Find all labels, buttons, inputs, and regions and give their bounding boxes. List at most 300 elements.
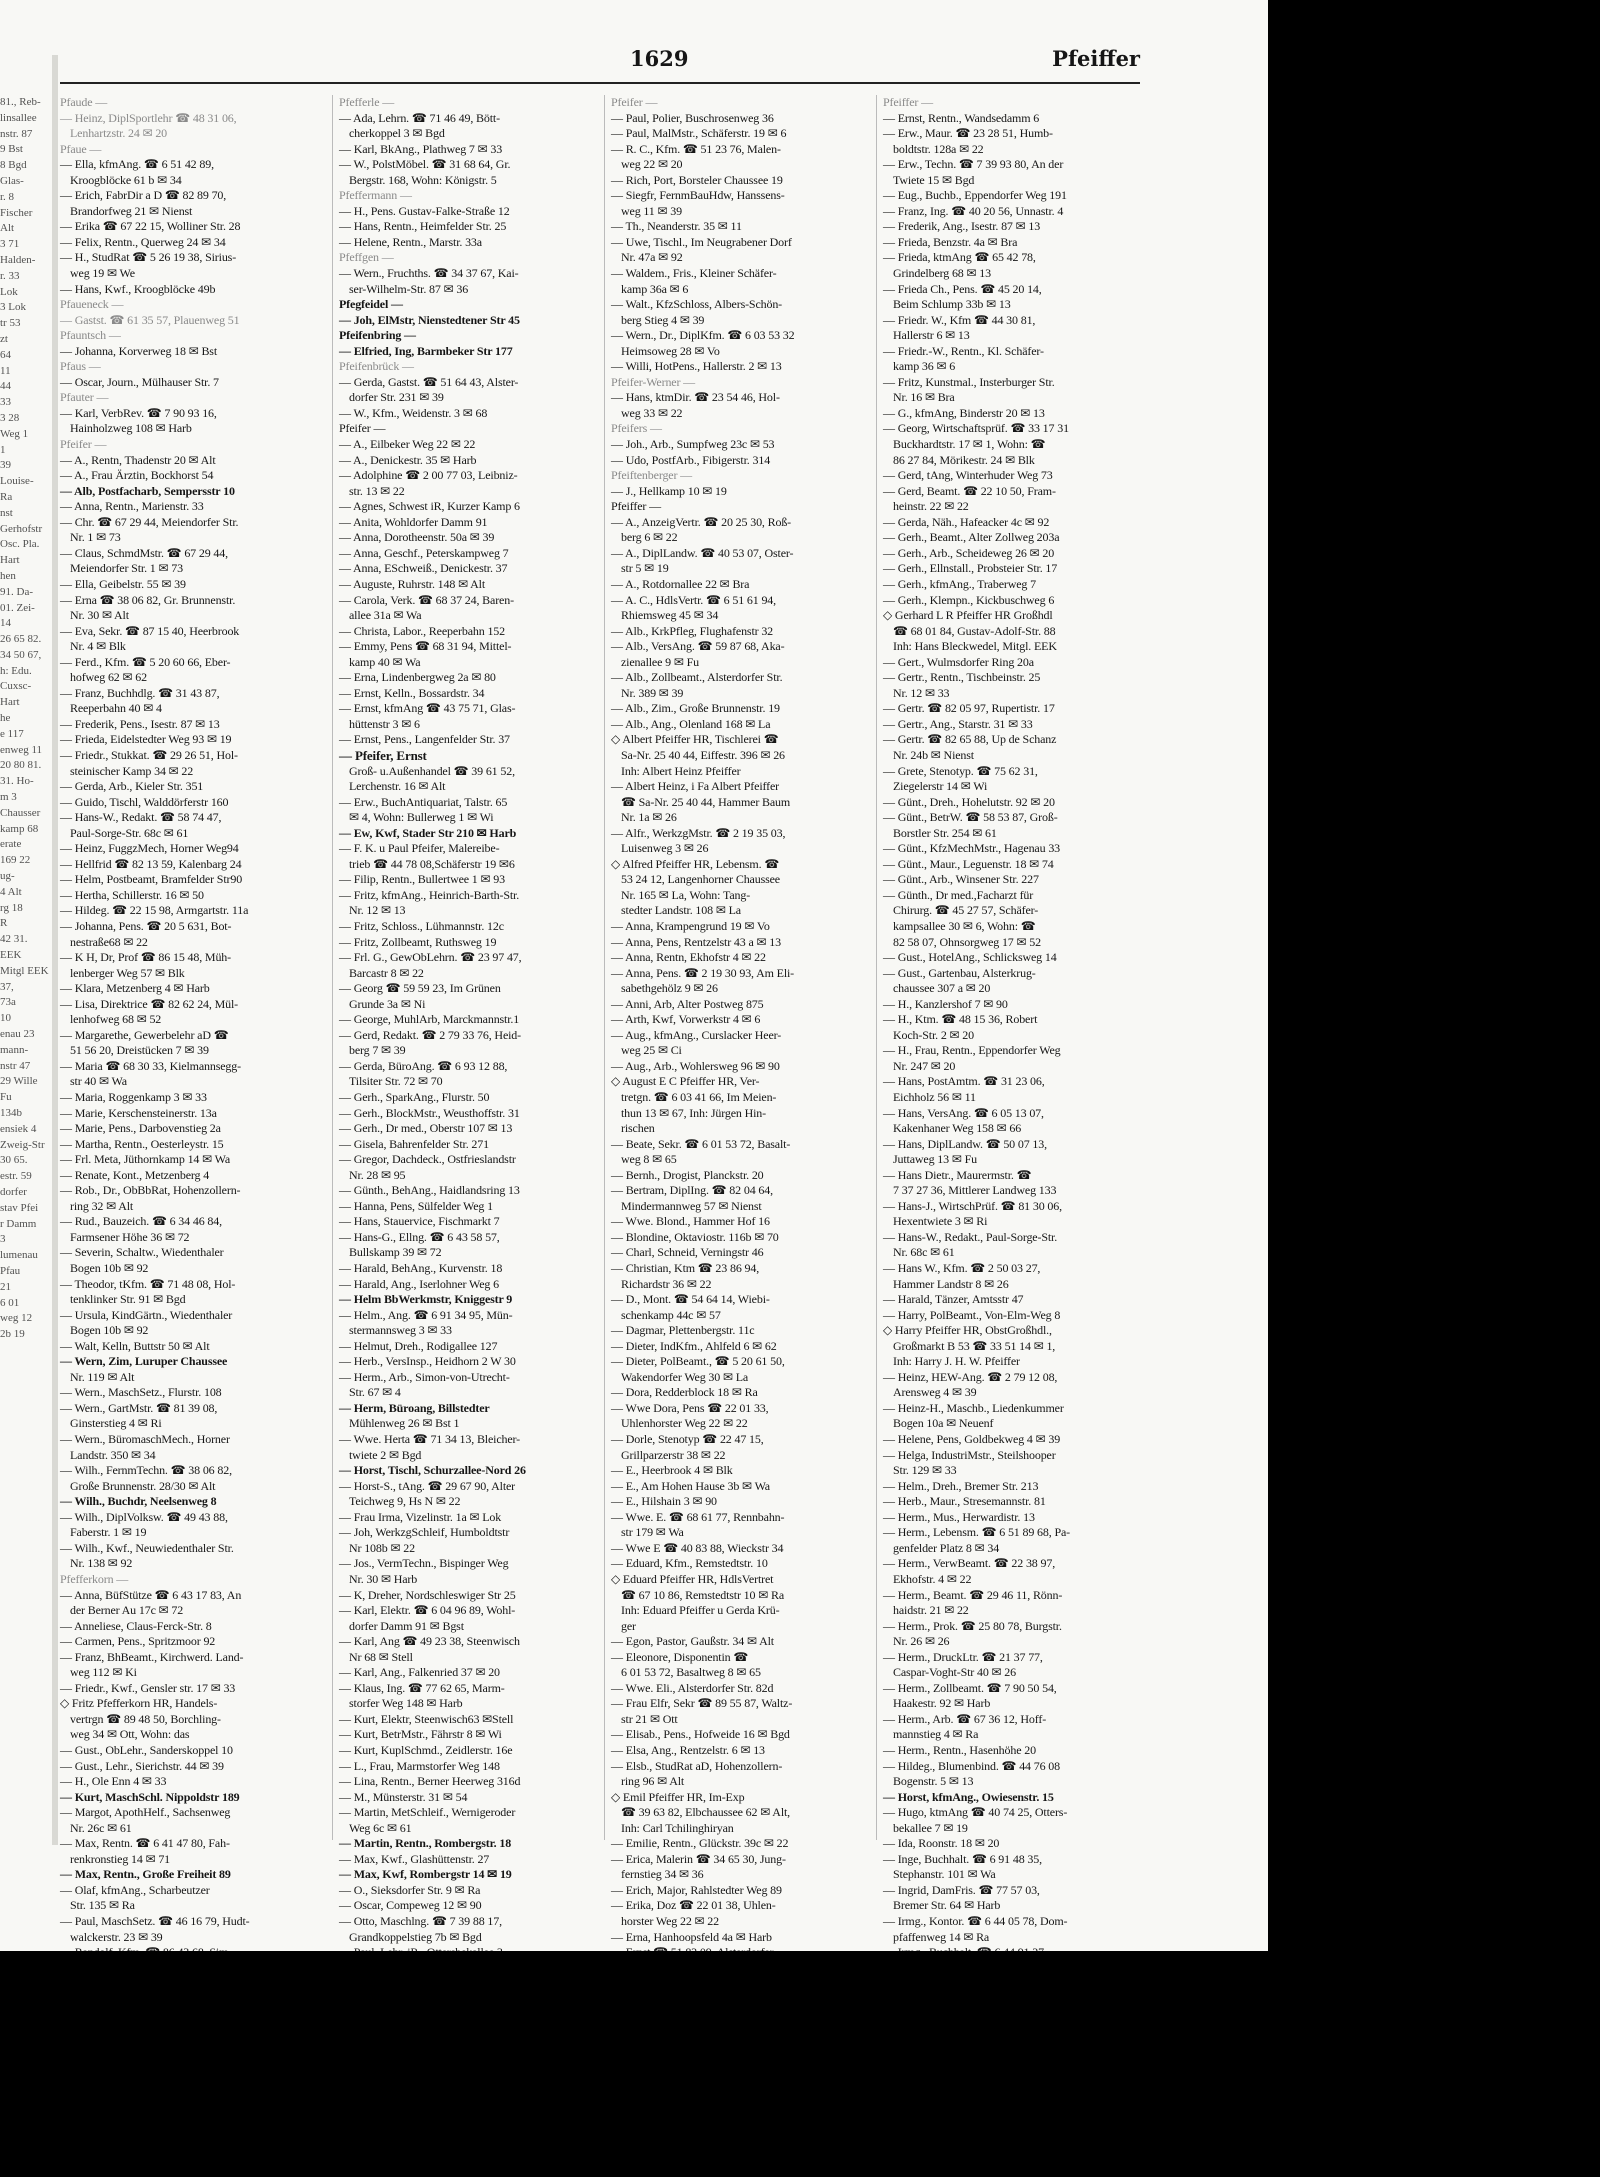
directory-entry-line: — Filip, Rentn., Bullertwee 1 ✉ 93 (339, 872, 505, 887)
directory-entry-line: — Ada, Lehrn. ☎ 71 46 49, Bött- (339, 110, 500, 125)
directory-entry-line: ring 96 ✉ Alt (621, 1774, 685, 1789)
directory-entry-line: — Helm, Postbeamt, Bramfelder Str90 (60, 872, 243, 887)
directory-entry-line: — Marie, Kerschensteinerstr. 13a (60, 1105, 217, 1120)
directory-entry-line: ◇ Fritz Pfefferkorn HR, Handels- (60, 1696, 218, 1711)
directory-entry-line: Nr. 68c ✉ 61 (893, 1245, 955, 1260)
directory-entry-line: Hammer Landstr 8 ✉ 26 (893, 1276, 1009, 1291)
directory-entry-line: Meiendorfer Str. 1 ✉ 73 (70, 561, 183, 576)
directory-entry-line: — Erw., Techn. ☎ 7 39 93 80, An der (883, 157, 1064, 172)
directory-entry-line: — Severin, Schaltw., Wiedenthaler (60, 1245, 224, 1260)
directory-entry-line: berg Stieg 4 ✉ 39 (621, 312, 705, 327)
directory-entry-line: — H., Frau, Rentn., Eppendorfer Weg (883, 1043, 1061, 1058)
directory-entry-line: — Franz, Ing. ☎ 40 20 56, Unnastr. 4 (883, 203, 1064, 218)
directory-entry-line: Pfaude — (60, 95, 108, 109)
directory-entry-line: Inh: Carl Tchilinghiryan (621, 1820, 734, 1835)
directory-entry-line: rischen (621, 1121, 655, 1136)
directory-entry-line: horster Weg 22 ✉ 22 (621, 1913, 720, 1928)
directory-entry-line: Ekhofstr. 4 ✉ 22 (893, 1571, 972, 1586)
directory-entry-line: — Gust., HotelAng., Schlicksweg 14 (883, 950, 1057, 965)
directory-entry-line: — Kurt, BetrMstr., Fährstr 8 ✉ Wi (339, 1727, 502, 1742)
directory-entry-line: — Joh, WerkzgSchleif, Humboldtstr (339, 1525, 510, 1540)
directory-entry-line: 7 37 27 36, Mittlerer Landweg 133 (893, 1183, 1057, 1198)
directory-entry-line: Grunde 3a ✉ Ni (349, 996, 426, 1011)
directory-entry-line: — Hans, ktmDir. ☎ 23 54 46, Hol- (611, 390, 780, 405)
directory-entry-line: — Erika, Doz ☎ 22 01 38, Uhlen- (611, 1898, 776, 1913)
directory-entry-line: — Oscar, Journ., Mülhauser Str. 7 (60, 374, 219, 389)
directory-entry-line: Grillparzerstr 38 ✉ 22 (621, 1447, 726, 1462)
directory-entry-line: — Gerd, Beamt. ☎ 22 10 50, Fram- (883, 483, 1056, 498)
directory-entry-line: — Otto, Maschlng. ☎ 7 39 88 17, (339, 1913, 502, 1928)
directory-entry-line: — Heinz, HEW-Ang. ☎ 2 79 12 08, (883, 1369, 1058, 1384)
prev-page-fragment: Osc. Pla. (0, 538, 40, 551)
directory-entry-line: Nr. 24b ✉ Nienst (893, 747, 974, 762)
directory-entry-line: Chirurg. ☎ 45 27 57, Schäfer- (893, 903, 1039, 918)
directory-entry-line: — Beate, Sekr. ☎ 6 01 53 72, Basalt- (611, 1136, 791, 1151)
directory-entry-line: Richardstr 36 ✉ 22 (621, 1276, 712, 1291)
directory-entry-line: ◇ Albert Pfeiffer HR, Tischlerei ☎ (611, 732, 779, 747)
directory-entry-line: — Arth, Kwf, Vorwerkstr 4 ✉ 6 (611, 1012, 761, 1027)
column-1 (60, 95, 323, 1944)
prev-page-fragment: Gerhofstr (0, 522, 43, 535)
prev-page-fragment: 30 65. (0, 1154, 28, 1167)
directory-entry-line: ◇ August E C Pfeiffer HR, Ver- (611, 1074, 760, 1089)
directory-entry-line: — Hildeg. ☎ 22 15 98, Armgartstr. 11a (60, 903, 249, 918)
directory-entry-line: — M., Münsterstr. 31 ✉ 54 (339, 1789, 468, 1804)
directory-entry-line: — Gust., Gartenbau, Alsterkrug- (883, 965, 1036, 980)
directory-entry-line: — Herm., Arb. ☎ 67 36 12, Hoff- (883, 1711, 1047, 1726)
directory-entry-line: — Dagmar, Plettenbergstr. 11c (611, 1323, 755, 1338)
directory-entry-line: — Erna, Lindenbergweg 2a ✉ 80 (339, 670, 496, 685)
prev-page-fragment: 33 (0, 396, 11, 409)
directory-entry-line: ger (621, 1618, 636, 1633)
directory-entry-line: Mindermannweg 57 ✉ Nienst (621, 1198, 762, 1213)
prev-page-fragment: ug- (0, 870, 15, 883)
directory-entry-line: ☎ 67 10 86, Remstedtstr 10 ✉ Ra (621, 1587, 785, 1602)
directory-entry-line: ☎ Sa-Nr. 25 40 44, Hammer Baum (621, 794, 791, 809)
prev-page-fragment: erate (0, 838, 22, 851)
directory-entry-line: Inh: Albert Heinz Pfeiffer (621, 763, 741, 778)
directory-entry-line: — Siegfr, FernmBauHdw, Hanssens- (611, 188, 785, 203)
prev-page-fragment: r. 33 (0, 269, 20, 282)
directory-entry-line: — Uwe, Tischl., Im Neugrabener Dorf (611, 234, 792, 249)
directory-entry-line: — Wern., GartMstr. ☎ 81 39 08, (60, 1400, 218, 1415)
directory-entry-line: — Frl. G., GewObLehrn. ☎ 23 97 47, (339, 950, 522, 965)
directory-entry-line: lenhofweg 68 ✉ 52 (70, 1012, 162, 1027)
prev-page-fragment: 1 (0, 443, 6, 456)
directory-entry-line: — H., Ole Enn 4 ✉ 33 (60, 1774, 167, 1789)
directory-entry-line: — Gerd, tAng, Winterhuder Weg 73 (883, 468, 1053, 483)
directory-entry-line: — Christian, Ktm ☎ 23 86 94, (611, 1261, 760, 1276)
directory-entry-line: — Franz, BhBeamt., Kirchwerd. Land- (60, 1649, 244, 1664)
directory-entry-line: Grindelberg 68 ✉ 13 (893, 266, 991, 281)
directory-entry-line: — Marie, Pens., Darbovenstieg 2a (60, 1121, 221, 1136)
directory-entry-line: — Günth., Dr med.,Facharzt für (883, 887, 1034, 902)
prev-page-fragment: Halden- (0, 253, 36, 266)
directory-entry-line: — Kurt, KuplSchmd., Zeidlerstr. 16e (339, 1742, 513, 1757)
directory-entry-line: — Fritz, kfmAng., Heinrich-Barth-Str. (339, 887, 520, 902)
directory-entry-line: stermannsweg 3 ✉ 33 (349, 1323, 452, 1338)
directory-entry-line: — Erich, FabrDir a D ☎ 82 89 70, (60, 188, 227, 203)
directory-entry-line: — Hildeg., Blumenbind. ☎ 44 76 08 (883, 1758, 1060, 1773)
directory-entry-line: — Chr. ☎ 67 29 44, Meiendorfer Str. (60, 514, 239, 529)
directory-entry-line: — Herb., Maur., Stresemannstr. 81 (883, 1494, 1046, 1509)
directory-entry-line: Pfeiffer — (883, 95, 933, 109)
directory-entry-line: Barcastr 8 ✉ 22 (349, 965, 424, 980)
directory-entry-line: Bremer Str. 64 ✉ Harb (893, 1898, 1001, 1913)
directory-entry-line: Pfeifers — (611, 421, 662, 436)
directory-entry-line: Pfefferkorn — (60, 1571, 129, 1586)
directory-entry-line: — Günt., Dreh., Hohelutstr. 92 ✉ 20 (883, 794, 1055, 809)
directory-entry-line: — Anita, Wohldorfer Damm 91 (339, 514, 488, 529)
directory-entry-line: Stephanstr. 101 ✉ Wa (893, 1867, 996, 1882)
directory-entry-line: — Wilh., Kwf., Neuwiedenthaler Str. (60, 1540, 234, 1555)
directory-entry-line: Reeperbahn 40 ✉ 4 (70, 701, 162, 716)
directory-entry-line: Koch-Str. 2 ✉ 20 (893, 1027, 974, 1042)
previous-page-edge (0, 95, 52, 1825)
directory-entry-line: — Friedr., Stukkat. ☎ 29 26 51, Hol- (60, 747, 238, 762)
directory-entry-line: — A., Eilbeker Weg 22 ✉ 22 (339, 437, 476, 452)
directory-entry-line: Str. 67 ✉ 4 (349, 1385, 401, 1400)
directory-entry-line: Pfaueneck — (60, 297, 124, 312)
directory-entry-line: — Wern., MaschSetz., Flurstr. 108 (60, 1385, 222, 1400)
scan-border-bottom (0, 1951, 1600, 2177)
directory-entry-line: pfaffenweg 14 ✉ Ra (893, 1929, 990, 1944)
directory-entry-line: Nr. 47a ✉ 92 (621, 250, 683, 265)
directory-entry-line: — A., Rotdornallee 22 ✉ Bra (611, 576, 750, 591)
directory-entry-line: weg 22 ✉ 20 (621, 157, 683, 172)
prev-page-fragment: Pfau (0, 1264, 21, 1277)
directory-entry-line: twiete 2 ✉ Bgd (349, 1447, 422, 1462)
directory-entry-line: — Herm., Arb., Simon-von-Utrecht- (339, 1369, 510, 1384)
directory-entry-line: — Charl, Schneid, Verningstr 46 (611, 1245, 764, 1260)
directory-entry-line: weg 112 ✉ Ki (70, 1665, 137, 1680)
directory-entry-line: — Heinz, DiplSportlehr ☎ 48 31 06, (60, 110, 237, 125)
directory-entry-line: — Frederik, Ang., Isestr. 87 ✉ 13 (883, 219, 1041, 234)
directory-entry-line: Bogen 10b ✉ 92 (70, 1323, 149, 1338)
directory-entry-line: Kakenhaner Weg 158 ✉ 66 (893, 1121, 1022, 1136)
directory-entry-line: 51 56 20, Dreistücken 7 ✉ 39 (70, 1043, 209, 1058)
directory-entry-line: — Margarethe, Gewerbelehr aD ☎ (60, 1027, 229, 1042)
directory-entry-line: — Erich, Major, Rahlstedter Weg 89 (611, 1882, 782, 1897)
directory-entry-line: — Karl, Ang., Falkenried 37 ✉ 20 (339, 1665, 500, 1680)
directory-entry-line: — Claus, SchmdMstr. ☎ 67 29 44, (60, 545, 228, 560)
directory-entry-line: — Ferd., Kfm. ☎ 5 20 60 66, Eber- (60, 654, 231, 669)
prev-page-fragment: linsallee (0, 111, 37, 124)
directory-entry-line: — Gastst. ☎ 61 35 57, Plauenweg 51 (60, 312, 240, 327)
prev-page-fragment: 3 28 (0, 411, 20, 424)
directory-entry-line: — Wilh., DiplVolksw. ☎ 49 43 88, (60, 1509, 228, 1524)
directory-entry-line: str 40 ✉ Wa (70, 1074, 127, 1089)
directory-entry-line: — A., Frau Ärztin, Bockhorst 54 (60, 468, 214, 483)
directory-entry-line: Kroogblöcke 61 b ✉ 34 (70, 172, 182, 187)
directory-entry-line: — W., Kfm., Weidenstr. 3 ✉ 68 (339, 405, 488, 420)
directory-entry-line: — Dieter, IndKfm., Ahlfeld 6 ✉ 62 (611, 1338, 777, 1353)
directory-entry-line: schenkamp 44c ✉ 57 (621, 1307, 721, 1322)
running-head: Pfeiffer (1052, 46, 1140, 71)
directory-entry-line: — Aug., kfmAng., Curslacker Heer- (611, 1027, 782, 1042)
prev-page-fragment: 64 (0, 348, 11, 361)
directory-entry-line: — Helene, Pens, Goldbekweg 4 ✉ 39 (883, 1432, 1061, 1447)
directory-entry-line: — Frieda, Eidelstedter Weg 93 ✉ 19 (60, 732, 232, 747)
directory-entry-line: Pfauter — (60, 390, 109, 405)
directory-entry-line: Bogen 10b ✉ 92 (70, 1261, 149, 1276)
directory-entry-line: weg 11 ✉ 39 (621, 203, 682, 218)
directory-entry-line: Juttaweg 13 ✉ Fu (893, 1152, 977, 1167)
directory-entry-line: — Wern., Fruchths. ☎ 34 37 67, Kai- (339, 266, 519, 281)
column-4 (876, 95, 1146, 1944)
directory-entry-line: renkronstieg 14 ✉ 71 (70, 1851, 171, 1866)
directory-entry-line: Pfeffgen — (339, 250, 394, 265)
directory-entry-line: 6 01 53 72, Basaltweg 8 ✉ 65 (621, 1665, 761, 1680)
directory-entry-line: tretgn. ☎ 6 03 41 66, Im Meien- (621, 1090, 777, 1104)
directory-entry-line: — Martin, Rentn., Rombergstr. 18 (339, 1836, 512, 1851)
prev-page-fragment: Hart (0, 696, 20, 709)
header-rule (60, 82, 1140, 84)
directory-entry-line: Weg 6c ✉ 61 (349, 1820, 412, 1835)
directory-entry-line: — Gerd, Redakt. ☎ 2 79 33 76, Heid- (339, 1027, 521, 1042)
prev-page-fragment: nstr 47 (0, 1059, 31, 1072)
directory-entry-line: Nr. 119 ✉ Alt (70, 1369, 135, 1384)
directory-entry-line: hofweg 62 ✉ 62 (70, 670, 147, 685)
directory-entry-line: — Ingrid, DamFris. ☎ 77 57 03, (883, 1882, 1040, 1897)
prev-page-fragment: 31. Ho- (0, 775, 34, 788)
directory-entry-line: — Ella, Geibelstr. 55 ✉ 39 (60, 576, 186, 591)
directory-entry-line: Lenhartzstr. 24 ✉ 20 (70, 126, 168, 141)
prev-page-fragment: enau 23 (0, 1028, 35, 1041)
directory-entry-line: — Alb., Zim., Große Brunnenstr. 19 (611, 701, 780, 716)
directory-entry-line: Uhlenhorster Weg 22 ✉ 22 (621, 1416, 748, 1431)
directory-entry-line: — Wwe. Herta ☎ 71 34 13, Bleicher- (339, 1432, 520, 1447)
directory-entry-line: Haakestr. 92 ✉ Harb (893, 1696, 991, 1711)
directory-entry-line: — H., Kanzlershof 7 ✉ 90 (883, 996, 1008, 1011)
directory-entry-line: Farmsener Höhe 36 ✉ 72 (70, 1229, 190, 1244)
directory-entry-line: Twiete 15 ✉ Bgd (893, 172, 975, 187)
directory-entry-line: — Helga, IndustriMstr., Steilshooper (883, 1447, 1056, 1462)
prev-page-fragment: he (0, 712, 11, 725)
directory-entry-line: — Günt., Arb., Winsener Str. 227 (883, 872, 1039, 887)
directory-entry-line: — Frieda, ktmAng ☎ 65 42 78, (883, 250, 1036, 265)
directory-entry-line: Inh: Eduard Pfeiffer u Gerda Krü- (621, 1603, 780, 1618)
directory-entry-line: — Elfried, Ing, Barmbeker Str 177 (339, 343, 513, 358)
directory-entry-line: — Hans, Kwf., Kroogblöcke 49b (60, 281, 216, 296)
directory-entry-line: — Herm., Zollbeamt. ☎ 7 90 50 54, (883, 1680, 1057, 1695)
directory-entry-line: Nr. 4 ✉ Blk (70, 639, 126, 654)
directory-entry-line: — Walt, Kelln, Buttstr 50 ✉ Alt (60, 1338, 210, 1353)
prev-page-fragment: nst (0, 506, 13, 519)
prev-page-fragment: 01. Zei- (0, 601, 35, 614)
directory-entry-line: — Hans, VersAng. ☎ 6 05 13 07, (883, 1105, 1044, 1120)
directory-entry-line: — Helm., Ang. ☎ 6 91 34 95, Mün- (339, 1307, 513, 1322)
directory-entry-line: — Adolphine ☎ 2 00 77 03, Leibniz- (339, 468, 518, 483)
directory-entry-line: Caspar-Voght-Str 40 ✉ 26 (893, 1665, 1016, 1680)
directory-entry-line: — Friedr., Kwf., Gensler str. 17 ✉ 33 (60, 1680, 236, 1695)
directory-entry-line: Inh: Harry J. H. W. Pfeiffer (893, 1354, 1020, 1369)
directory-entry-line: genfelder Platz 8 ✉ 34 (893, 1540, 1000, 1555)
directory-entry-line: weg 33 ✉ 22 (621, 405, 683, 420)
directory-entry-line: — Theodor, tKfm. ☎ 71 48 08, Hol- (60, 1276, 236, 1291)
directory-entry-line: Groß- u.Außenhandel ☎ 39 61 52, (349, 763, 515, 778)
directory-entry-line: Ginsterstieg 4 ✉ Ri (70, 1416, 162, 1431)
directory-entry-line: ◇ Eduard Pfeiffer HR, HdlsVertret (611, 1571, 774, 1586)
directory-entry-line: — D., Mont. ☎ 54 64 14, Wiebi- (611, 1292, 770, 1307)
prev-page-fragment: 81., Reb- (0, 96, 41, 108)
directory-entry-line: Paul-Sorge-Str. 68c ✉ 61 (70, 825, 189, 840)
directory-entry-line: hüttenstr 3 ✉ 6 (349, 716, 420, 731)
directory-entry-line: ring 32 ✉ Alt (70, 1198, 134, 1213)
prev-page-fragment: Chausser (0, 806, 41, 819)
directory-entry-line: — Martha, Rentn., Oesterleystr. 15 (60, 1136, 224, 1151)
directory-entry-line: Eichholz 56 ✉ 11 (893, 1090, 976, 1104)
directory-entry-line: Nr. 26 ✉ 26 (893, 1634, 950, 1649)
directory-entry-line: — Hans, Rentn., Heimfelder Str. 25 (339, 219, 507, 234)
directory-entry-line: — Albert Heinz, i Fa Albert Pfeiffer (611, 779, 780, 794)
directory-entry-line: — Auguste, Ruhrstr. 148 ✉ Alt (339, 576, 486, 591)
directory-entry-line: — Frau Elfr, Sekr ☎ 89 55 87, Waltz- (611, 1696, 793, 1711)
directory-entry-line: 53 24 12, Langenhorner Chaussee (621, 872, 780, 887)
directory-entry-line: — Elsb., StudRat aD, Hohenzollern- (611, 1758, 783, 1773)
directory-entry-line: — Emmy, Pens ☎ 68 31 94, Mittel- (339, 639, 512, 654)
directory-entry-line: steinischer Kamp 34 ✉ 22 (70, 763, 194, 778)
directory-entry-line: Str. 129 ✉ 33 (893, 1463, 957, 1478)
prev-page-fragment: mann- (0, 1043, 29, 1056)
directory-entry-line: Nr. 12 ✉ 13 (349, 903, 406, 918)
directory-entry-line: — Günt., KfzMechMstr., Hagenau 33 (883, 841, 1061, 856)
directory-entry-line: Hainholzweg 108 ✉ Harb (70, 421, 192, 436)
directory-entry-line: — Gregor, Dachdeck., Ostfrieslandstr (339, 1152, 516, 1167)
directory-entry-line: — Joh., Arb., Sumpfweg 23c ✉ 53 (611, 437, 775, 452)
directory-entry-line: — Herm., Prok. ☎ 25 80 78, Burgstr. (883, 1618, 1062, 1633)
prev-page-fragment: hen (0, 569, 16, 582)
directory-entry-line: — Lina, Rentn., Berner Heerweg 316d (339, 1774, 521, 1789)
directory-entry-line: — Herm., Beamt. ☎ 29 46 11, Rönn- (883, 1587, 1063, 1602)
directory-entry-line: — Frederik, Pens., Isestr. 87 ✉ 13 (60, 716, 220, 731)
directory-entry-line: — Gertr., Rentn., Tischbeinstr. 25 (883, 670, 1041, 685)
prev-page-fragment: 6 01 (0, 1296, 20, 1309)
directory-entry-line: — Dieter, PolBeamt., ☎ 5 20 61 50, (611, 1354, 785, 1369)
directory-entry-line: — Alfr., WerkzgMstr. ☎ 2 19 35 03, (611, 825, 786, 840)
prev-page-fragment: Cuxsc- (0, 680, 32, 693)
directory-entry-line: — Horst, Tischl, Schurzallee-Nord 26 (339, 1463, 526, 1478)
directory-entry-line: boldtstr. 128a ✉ 22 (893, 141, 984, 156)
directory-entry-line: — Helm BbWerkmstr, Kniggestr 9 (339, 1292, 513, 1307)
prev-page-fragment: 3 (0, 1233, 6, 1246)
directory-entry-line: — Gert., Wulmsdorfer Ring 20a (883, 654, 1034, 669)
directory-entry-line: Pfeiftenberger — (611, 468, 693, 483)
directory-entry-line: Brandorfweg 21 ✉ Nienst (70, 203, 193, 218)
directory-entry-line: Teichweg 9, Hs N ✉ 22 (349, 1494, 461, 1509)
directory-entry-line: ☎ 39 63 82, Elbchaussee 62 ✉ Alt, (621, 1805, 791, 1820)
directory-entry-line: Nr. 247 ✉ 20 (893, 1058, 956, 1073)
directory-entry-line: — Aug., Arb., Wohlersweg 96 ✉ 90 (611, 1058, 780, 1073)
prev-page-fragment: 37, (0, 980, 14, 993)
directory-entry-line: chaussee 307 a ✉ 20 (893, 981, 991, 996)
directory-entry-line: ◇ Alfred Pfeiffer HR, Lebensm. ☎ (611, 856, 780, 871)
directory-entry-line: — Rud., Bauzeich. ☎ 6 34 46 84, (60, 1214, 222, 1229)
directory-entry-line: — Erw., BuchAntiquariat, Talstr. 65 (339, 794, 508, 809)
directory-entry-line: allee 31a ✉ Wa (349, 608, 422, 623)
directory-entry-line: — E., Hilshain 3 ✉ 90 (611, 1494, 717, 1509)
directory-entry-line: Pfeifer-Werner — (611, 374, 696, 389)
directory-entry-line: Rhiemsweg 45 ✉ 34 (621, 608, 719, 623)
directory-entry-line: — Gisela, Bahrenfelder Str. 271 (339, 1136, 489, 1151)
directory-entry-line: — Martin, MetSchleif., Wernigeroder (339, 1805, 516, 1820)
directory-entry-line: — Wwe. E. ☎ 68 61 77, Rennbahn- (611, 1509, 785, 1524)
directory-entry-line: — Erw., Maur. ☎ 23 28 51, Humb- (883, 126, 1053, 141)
directory-entry-line: — Frl. Meta, Jüthornkamp 14 ✉ Wa (60, 1152, 231, 1167)
directory-entry-line: — Hanna, Pens, Sülfelder Weg 1 (339, 1198, 493, 1213)
directory-entry-line: — Hans-W., Redakt. ☎ 58 74 47, (60, 810, 222, 825)
directory-entry-line: — A., DiplLandw. ☎ 40 53 07, Oster- (611, 545, 794, 560)
directory-entry-line: — Anna, BüfStütze ☎ 6 43 17 83, An (60, 1587, 242, 1602)
directory-entry-line: — K, Dreher, Nordschleswiger Str 25 (339, 1587, 516, 1602)
directory-entry-line: — Klaus, Ing. ☎ 77 62 65, Marm- (339, 1680, 505, 1695)
directory-entry-line: — Herb., VersInsp., Heidhorn 2 W 30 (339, 1354, 516, 1369)
directory-entry-line: sabethgehölz 9 ✉ 26 (621, 981, 718, 996)
directory-entry-line: — Anna, Pens. ☎ 2 19 30 93, Am Eli- (611, 965, 795, 980)
directory-entry-line: — G., kfmAng, Binderstr 20 ✉ 13 (883, 405, 1045, 420)
prev-page-fragment: tr 53 (0, 317, 21, 330)
prev-page-fragment: h: Edu. (0, 664, 32, 677)
directory-entry-line: — Günt., Maur., Leguenstr. 18 ✉ 74 (883, 856, 1054, 871)
directory-entry-line: thun 13 ✉ 67, Inh: Jürgen Hin- (621, 1105, 766, 1120)
directory-entry-line: — Hans-W., Redakt., Paul-Sorge-Str. (883, 1229, 1058, 1244)
prev-page-fragment: nstr. 87 (0, 127, 33, 140)
directory-entry-line: — Gerh., BlockMstr., Weusthoffstr. 31 (339, 1105, 520, 1120)
prev-page-fragment: Lok (0, 285, 18, 298)
directory-entry-line: Pfeifenbring — (339, 328, 416, 343)
directory-entry-line: — Erika ☎ 67 22 15, Wolliner Str. 28 (60, 219, 241, 234)
directory-entry-line: — Gust., Lehr., Sierichstr. 44 ✉ 39 (60, 1758, 224, 1773)
directory-entry-line: — Anna, Krampengrund 19 ✉ Vo (611, 918, 770, 933)
directory-entry-line: — Ernst, Pens., Langenfelder Str. 37 (339, 732, 510, 747)
directory-entry-line: — Ella, kfmAng. ☎ 6 51 42 89, (60, 157, 214, 172)
directory-entry-line: — Gerh., Beamt., Alter Zollweg 203a (883, 530, 1060, 545)
directory-entry-line: Nr 68 ✉ Stell (349, 1649, 413, 1664)
prev-page-fragment: 169 22 (0, 854, 31, 867)
directory-entry-line: — Alb., KrkPfleg, Flughafenstr 32 (611, 623, 774, 638)
directory-entry-line: — Gerh., kfmAng., Traberweg 7 (883, 576, 1036, 591)
directory-entry-line: — Fritz, Schloss., Lühmannstr. 12c (339, 918, 504, 933)
directory-entry-line: — H., Ktm. ☎ 48 15 36, Robert (883, 1012, 1038, 1027)
directory-entry-line: — Gertr. ☎ 82 65 88, Up de Schanz (883, 732, 1057, 747)
directory-entry-line: Nr. 16 ✉ Bra (893, 390, 955, 405)
directory-entry-line: zienallee 9 ✉ Fu (621, 654, 699, 669)
directory-entry-line: — Karl, VerbRev. ☎ 7 90 93 16, (60, 405, 217, 420)
directory-entry-line: — Paul, Polier, Buschrosenweg 36 (611, 110, 774, 125)
directory-entry-line: Nr. 138 ✉ 92 (70, 1556, 133, 1571)
prev-page-fragment: 8 Bgd (0, 159, 27, 172)
directory-entry-line: — Hertha, Schillerstr. 16 ✉ 50 (60, 887, 204, 902)
directory-entry-line: Grandkoppelstieg 7b ✉ Bgd (349, 1929, 482, 1944)
directory-entry-line: Nr. 389 ✉ 39 (621, 685, 684, 700)
directory-entry-line: Landstr. 350 ✉ 34 (70, 1447, 156, 1462)
directory-entry-line: — Blondine, Oktaviostr. 116b ✉ 70 (611, 1229, 779, 1244)
directory-entry-line: str 5 ✉ 19 (621, 561, 669, 576)
directory-entry-line: weg 19 ✉ We (70, 266, 135, 281)
directory-entry-line: — Wilh., Buchdr, Neelsenweg 8 (60, 1494, 217, 1509)
directory-entry-line: — Helene, Rentn., Marstr. 33a (339, 234, 482, 249)
prev-page-fragment: 3 71 (0, 238, 20, 251)
directory-entry-line: — George, MuhlArb, Marckmannstr.1 (339, 1012, 520, 1027)
directory-entry-line: — Anni, Arb, Alter Postweg 875 (611, 996, 764, 1011)
directory-entry-line: — Gerh., Klempn., Kickbuschweg 6 (883, 592, 1055, 607)
display-entry: — Pfeifer, Ernst (339, 747, 427, 763)
directory-entry-line: — Johanna, Pens. ☎ 20 5 631, Bot- (60, 918, 232, 933)
prev-page-fragment: Hart (0, 554, 20, 567)
prev-page-fragment: 44 (0, 380, 11, 393)
directory-entry-line: — Horst, kfmAng., Owiesenstr. 15 (883, 1789, 1054, 1804)
directory-entry-line: Lerchenstr. 16 ✉ Alt (349, 779, 446, 794)
